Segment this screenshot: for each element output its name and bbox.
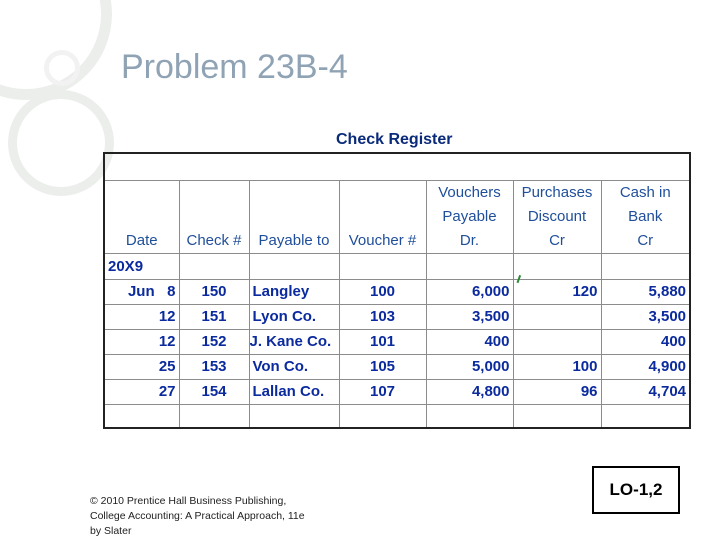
table-row <box>104 354 690 379</box>
cash-cell: 4,900 <box>601 354 690 379</box>
date-cell: 12 <box>104 304 179 329</box>
table-row <box>104 279 690 304</box>
discount-cell: 96 <box>513 379 601 404</box>
cash-cell: 4,704 <box>601 379 690 404</box>
header-payable-to: Payable to <box>249 180 339 253</box>
cash-cell: 5,880 <box>601 279 690 304</box>
date-cell: 27 <box>104 379 179 404</box>
vouchers-payable-cell: 400 <box>426 329 513 354</box>
header-line: Cash in <box>619 183 671 201</box>
payee-cell: Von Co. <box>249 354 339 379</box>
header-date: Date <box>104 180 179 253</box>
voucher-cell: 103 <box>339 304 426 329</box>
payee-cell: J. Kane Co. <box>249 329 339 354</box>
check-cell: 151 <box>179 304 249 329</box>
header-purchases-discount <box>513 180 601 253</box>
year-cell: 20X9 <box>104 253 179 279</box>
payee-cell: Langley <box>249 279 339 304</box>
discount-cell: 120 <box>513 279 601 304</box>
cash-cell: 400 <box>601 329 690 354</box>
table-row <box>104 304 690 329</box>
slide-title: Problem 23B-4 <box>121 48 348 86</box>
blank-row <box>104 153 690 180</box>
vouchers-payable-cell: 3,500 <box>426 304 513 329</box>
header-row <box>104 180 690 253</box>
date-cell <box>104 279 179 304</box>
voucher-cell: 107 <box>339 379 426 404</box>
copyright-footer: © 2010 Prentice Hall Business Publishing, College Accounting: A Practical Approach, 11e by Slater <box>90 495 305 537</box>
date-cell: 25 <box>104 354 179 379</box>
check-cell: 153 <box>179 354 249 379</box>
payee-cell: Lyon Co. <box>249 304 339 329</box>
check-register-title: Check Register <box>336 131 453 148</box>
payee-cell: Lallan Co. <box>249 379 339 404</box>
header-cash-in-bank <box>601 180 690 253</box>
month: Jun <box>127 283 155 300</box>
year-row <box>104 253 690 279</box>
check-cell: 154 <box>179 379 249 404</box>
discount-cell: 100 <box>513 354 601 379</box>
day: 8 <box>167 283 176 300</box>
header-line: Purchases <box>521 183 593 201</box>
date-cell: 12 <box>104 329 179 354</box>
header-line: Dr. <box>459 231 480 249</box>
learning-objective-badge: LO-1,2 <box>592 466 680 514</box>
header-line: Vouchers <box>438 183 501 201</box>
table-row <box>104 329 690 354</box>
decorative-ring <box>8 90 114 196</box>
header-voucher: Voucher # <box>339 180 426 253</box>
vouchers-payable-cell: 6,000 <box>426 279 513 304</box>
header-line: Bank <box>628 207 663 225</box>
vouchers-payable-cell: 4,800 <box>426 379 513 404</box>
header-line: Cr <box>549 231 565 249</box>
discount-cell <box>513 304 601 329</box>
table-row <box>104 379 690 404</box>
voucher-cell: 100 <box>339 279 426 304</box>
check-register-table <box>103 152 691 429</box>
header-check: Check # <box>179 180 249 253</box>
header-line: Cr <box>637 231 654 249</box>
discount-cell <box>513 329 601 354</box>
cash-cell: 3,500 <box>601 304 690 329</box>
voucher-cell: 101 <box>339 329 426 354</box>
header-line: Payable <box>442 207 497 225</box>
voucher-cell: 105 <box>339 354 426 379</box>
decorative-ring <box>44 50 80 86</box>
header-vouchers-payable <box>426 180 513 253</box>
check-cell: 150 <box>179 279 249 304</box>
blank-row <box>104 404 690 428</box>
check-cell: 152 <box>179 329 249 354</box>
header-line: Discount <box>527 207 587 225</box>
vouchers-payable-cell: 5,000 <box>426 354 513 379</box>
blank-cell <box>104 153 690 180</box>
